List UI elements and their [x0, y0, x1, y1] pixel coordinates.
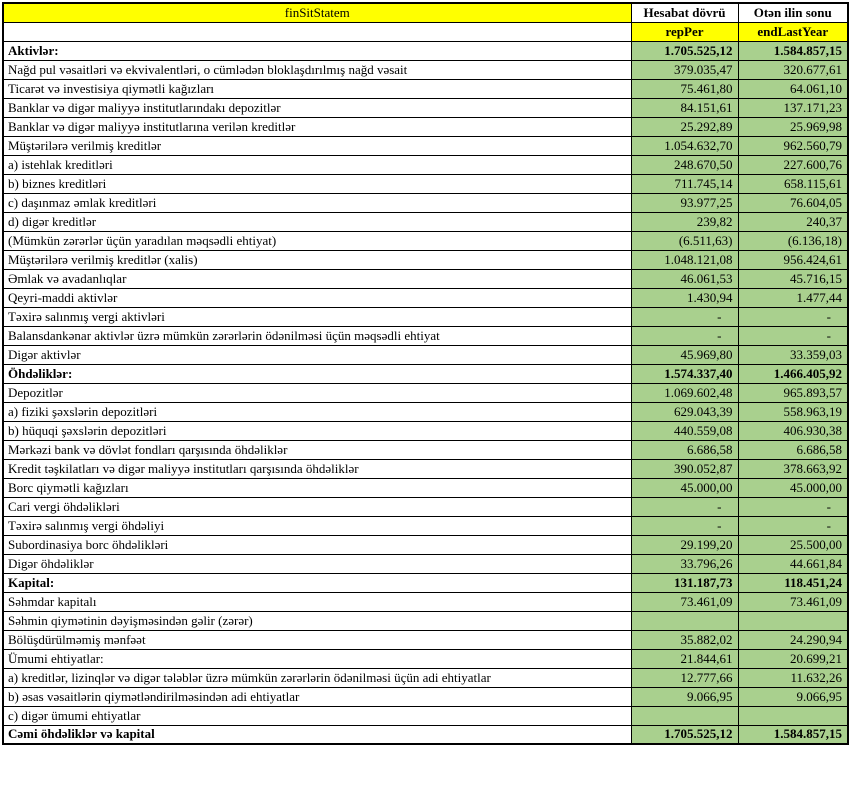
value-reporting-period: 1.705.525,12	[631, 41, 738, 60]
value-reporting-period: -	[631, 326, 738, 345]
row-label: Kredit təşkilatları və digər maliyyə institutları qarşısında öhdəliklər	[3, 459, 631, 478]
header-row-codes	[3, 22, 848, 41]
table-row	[3, 478, 848, 497]
row-label: Öhdəliklər:	[3, 364, 631, 383]
value-reporting-period: 73.461,09	[631, 592, 738, 611]
value-end-last-year	[738, 611, 848, 630]
row-label: a) kreditlər, lizinqlər və digər tələblər üzrə mümkün zərərlərin ödənilməsi üçün adi ehtiyatlar	[3, 668, 631, 687]
row-label: Ümumi ehtiyatlar:	[3, 649, 631, 668]
value-reporting-period: 1.048.121,08	[631, 250, 738, 269]
value-reporting-period	[631, 706, 738, 725]
value-end-last-year	[738, 706, 848, 725]
value-reporting-period: 711.745,14	[631, 174, 738, 193]
value-reporting-period: 25.292,89	[631, 117, 738, 136]
value-end-last-year: 25.500,00	[738, 535, 848, 554]
value-reporting-period: 45.969,80	[631, 345, 738, 364]
table-row	[3, 459, 848, 478]
row-label: Digər aktivlər	[3, 345, 631, 364]
value-reporting-period: -	[631, 497, 738, 516]
col-code-end-last-year: endLastYear	[738, 22, 848, 41]
table-row	[3, 516, 848, 535]
table-row	[3, 155, 848, 174]
value-reporting-period: 75.461,80	[631, 79, 738, 98]
value-end-last-year: 20.699,21	[738, 649, 848, 668]
value-reporting-period: -	[631, 307, 738, 326]
table-row	[3, 630, 848, 649]
table-row	[3, 383, 848, 402]
table-row	[3, 60, 848, 79]
table-row	[3, 345, 848, 364]
row-label: Subordinasiya borc öhdəlikləri	[3, 535, 631, 554]
value-end-last-year: 76.604,05	[738, 193, 848, 212]
table-row	[3, 668, 848, 687]
value-end-last-year: 320.677,61	[738, 60, 848, 79]
table-row	[3, 193, 848, 212]
table-row	[3, 269, 848, 288]
value-reporting-period: 248.670,50	[631, 155, 738, 174]
value-end-last-year: 25.969,98	[738, 117, 848, 136]
row-label: Cari vergi öhdəlikləri	[3, 497, 631, 516]
value-end-last-year: 118.451,24	[738, 573, 848, 592]
row-label: (Mümkün zərərlər üçün yaradılan məqsədli ehtiyat)	[3, 231, 631, 250]
row-label: Əmlak və avadanlıqlar	[3, 269, 631, 288]
value-reporting-period: 1.574.337,40	[631, 364, 738, 383]
value-reporting-period: 35.882,02	[631, 630, 738, 649]
value-reporting-period: 131.187,73	[631, 573, 738, 592]
table-row	[3, 250, 848, 269]
value-end-last-year: 1.584.857,15	[738, 725, 848, 744]
row-label: a) fiziki şəxslərin depozitləri	[3, 402, 631, 421]
value-end-last-year: 137.171,23	[738, 98, 848, 117]
value-reporting-period: 21.844,61	[631, 649, 738, 668]
row-label: Kapital:	[3, 573, 631, 592]
sheet-title-cell: finSitStatem	[3, 3, 631, 22]
value-reporting-period: 239,82	[631, 212, 738, 231]
value-end-last-year: 378.663,92	[738, 459, 848, 478]
value-end-last-year: -	[738, 497, 848, 516]
row-label: Səhmdar kapitalı	[3, 592, 631, 611]
row-label: Qeyri-maddi aktivlər	[3, 288, 631, 307]
table-row	[3, 288, 848, 307]
value-reporting-period: 1.054.632,70	[631, 136, 738, 155]
table-row	[3, 725, 848, 744]
col-header-end-last-year: Otən ilin sonu	[738, 3, 848, 22]
row-label: Aktivlər:	[3, 41, 631, 60]
table-row	[3, 573, 848, 592]
row-label: a) istehlak kreditləri	[3, 155, 631, 174]
row-label: Müştərilərə verilmiş kreditlər (xalis)	[3, 250, 631, 269]
value-reporting-period: -	[631, 516, 738, 535]
value-reporting-period: 1.705.525,12	[631, 725, 738, 744]
header-row-titles	[3, 3, 848, 22]
row-label: Ticarət və investisiya qiymətli kağızları	[3, 79, 631, 98]
value-reporting-period: 29.199,20	[631, 535, 738, 554]
row-label: Banklar və digər maliyyə institutlarındakı depozitlər	[3, 98, 631, 117]
value-end-last-year: 1.466.405,92	[738, 364, 848, 383]
row-label: Balansdankənar aktivlər üzrə mümkün zərərlərin ödənilməsi üçün məqsədli ehtiyat	[3, 326, 631, 345]
value-end-last-year: 1.477,44	[738, 288, 848, 307]
row-label: Digər öhdəliklər	[3, 554, 631, 573]
value-reporting-period: 45.000,00	[631, 478, 738, 497]
empty-header-cell	[3, 22, 631, 41]
value-end-last-year: (6.136,18)	[738, 231, 848, 250]
row-label: Mərkəzi bank və dövlət fondları qarşısında öhdəliklər	[3, 440, 631, 459]
value-end-last-year: 45.716,15	[738, 269, 848, 288]
row-label: b) hüquqi şəxslərin depozitləri	[3, 421, 631, 440]
value-end-last-year: 73.461,09	[738, 592, 848, 611]
table-row	[3, 117, 848, 136]
row-label: Müştərilərə verilmiş kreditlər	[3, 136, 631, 155]
table-row	[3, 706, 848, 725]
row-label: Borc qiymətli kağızları	[3, 478, 631, 497]
value-reporting-period: 46.061,53	[631, 269, 738, 288]
table-row	[3, 497, 848, 516]
value-end-last-year: 406.930,38	[738, 421, 848, 440]
value-reporting-period: 9.066,95	[631, 687, 738, 706]
value-end-last-year: 1.584.857,15	[738, 41, 848, 60]
value-reporting-period: 390.052,87	[631, 459, 738, 478]
row-label: Təxirə salınmış vergi öhdəliyi	[3, 516, 631, 535]
table-row	[3, 212, 848, 231]
value-end-last-year: 64.061,10	[738, 79, 848, 98]
value-reporting-period: (6.511,63)	[631, 231, 738, 250]
row-label: c) digər ümumi ehtiyatlar	[3, 706, 631, 725]
value-end-last-year: 227.600,76	[738, 155, 848, 174]
table-row	[3, 421, 848, 440]
value-end-last-year: -	[738, 307, 848, 326]
value-end-last-year: 956.424,61	[738, 250, 848, 269]
col-header-reporting-period: Hesabat dövrü	[631, 3, 738, 22]
table-row	[3, 231, 848, 250]
table-row	[3, 136, 848, 155]
row-label: Bölüşdürülməmiş mənfəət	[3, 630, 631, 649]
table-row	[3, 611, 848, 630]
value-reporting-period: 33.796,26	[631, 554, 738, 573]
table-row	[3, 592, 848, 611]
value-reporting-period: 1.430,94	[631, 288, 738, 307]
value-reporting-period: 1.069.602,48	[631, 383, 738, 402]
value-reporting-period: 629.043,39	[631, 402, 738, 421]
row-label: Təxirə salınmış vergi aktivləri	[3, 307, 631, 326]
row-label: Nağd pul vəsaitləri və ekvivalentləri, o cümlədən bloklaşdırılmış nağd vəsait	[3, 60, 631, 79]
table-row	[3, 440, 848, 459]
table-row	[3, 554, 848, 573]
value-end-last-year: 962.560,79	[738, 136, 848, 155]
table-row	[3, 98, 848, 117]
value-reporting-period: 379.035,47	[631, 60, 738, 79]
finstat-table-body	[3, 41, 848, 744]
value-end-last-year: 558.963,19	[738, 402, 848, 421]
row-label: Depozitlər	[3, 383, 631, 402]
row-label: b) əsas vəsaitlərin qiymətləndirilməsindən adi ehtiyatlar	[3, 687, 631, 706]
row-label: c) daşınmaz əmlak kreditləri	[3, 193, 631, 212]
value-end-last-year: -	[738, 326, 848, 345]
value-end-last-year: 9.066,95	[738, 687, 848, 706]
table-row	[3, 687, 848, 706]
row-label: d) digər kreditlər	[3, 212, 631, 231]
row-label: b) biznes kreditləri	[3, 174, 631, 193]
row-label: Cəmi öhdəliklər və kapital	[3, 725, 631, 744]
value-reporting-period: 440.559,08	[631, 421, 738, 440]
value-reporting-period	[631, 611, 738, 630]
table-row	[3, 649, 848, 668]
row-label: Banklar və digər maliyyə institutlarına verilən kreditlər	[3, 117, 631, 136]
value-end-last-year: 11.632,26	[738, 668, 848, 687]
value-end-last-year: 44.661,84	[738, 554, 848, 573]
value-reporting-period: 6.686,58	[631, 440, 738, 459]
value-end-last-year: 24.290,94	[738, 630, 848, 649]
value-reporting-period: 84.151,61	[631, 98, 738, 117]
value-end-last-year: 658.115,61	[738, 174, 848, 193]
table-row	[3, 174, 848, 193]
value-end-last-year: 45.000,00	[738, 478, 848, 497]
row-label: Səhmin qiymətinin dəyişməsindən gəlir (zərər)	[3, 611, 631, 630]
value-reporting-period: 12.777,66	[631, 668, 738, 687]
value-end-last-year: -	[738, 516, 848, 535]
table-row	[3, 364, 848, 383]
value-end-last-year: 965.893,57	[738, 383, 848, 402]
table-row	[3, 307, 848, 326]
table-row	[3, 326, 848, 345]
table-row	[3, 402, 848, 421]
col-code-reporting-period: repPer	[631, 22, 738, 41]
table-row	[3, 535, 848, 554]
value-end-last-year: 240,37	[738, 212, 848, 231]
table-row	[3, 41, 848, 60]
value-reporting-period: 93.977,25	[631, 193, 738, 212]
table-row	[3, 79, 848, 98]
value-end-last-year: 6.686,58	[738, 440, 848, 459]
value-end-last-year: 33.359,03	[738, 345, 848, 364]
financial-statement-table	[2, 2, 849, 745]
